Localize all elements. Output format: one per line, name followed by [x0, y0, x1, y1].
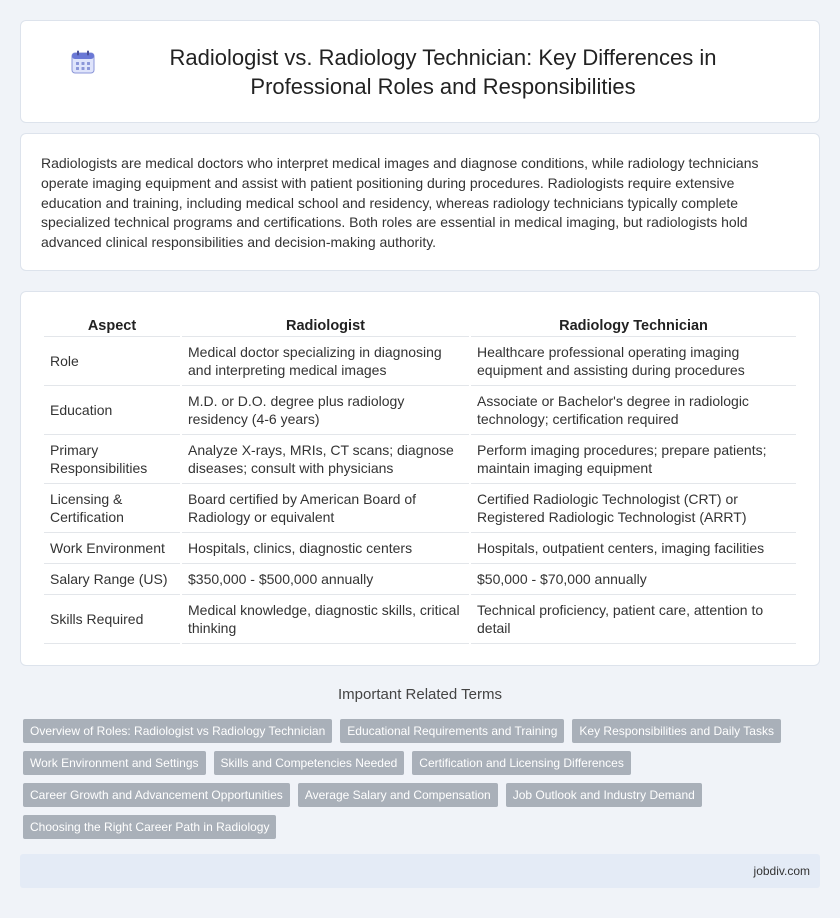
- cell-radiologist: Hospitals, clinics, diagnostic centers: [182, 533, 469, 564]
- footer-site-link[interactable]: jobdiv.com: [753, 864, 810, 878]
- related-term-tag[interactable]: Educational Requirements and Training: [340, 719, 564, 743]
- table-header-row: [44, 312, 796, 337]
- cell-radiologist: Medical knowledge, diagnostic skills, critical thinking: [182, 595, 469, 644]
- cell-radiologist: Medical doctor specializing in diagnosing and interpreting medical images: [182, 337, 469, 386]
- table-row: [44, 484, 796, 533]
- cell-technician: Certified Radiologic Technologist (CRT) or Registered Radiologic Technologist (ARRT): [471, 484, 796, 533]
- table-row: [44, 533, 796, 564]
- footer: [20, 854, 820, 888]
- page-title: Radiologist vs. Radiology Technician: Key Differences in Professional Roles and Responsibilities: [169, 44, 717, 99]
- related-term-tag[interactable]: Choosing the Right Career Path in Radiology: [23, 815, 276, 839]
- related-term-tag[interactable]: Skills and Competencies Needed: [214, 751, 405, 775]
- cell-aspect: Salary Range (US): [44, 564, 180, 595]
- related-term-tag[interactable]: Average Salary and Compensation: [298, 783, 498, 807]
- related-term-tag[interactable]: Job Outlook and Industry Demand: [506, 783, 702, 807]
- header-radiologist: Radiologist: [182, 312, 469, 337]
- cell-technician: Healthcare professional operating imaging equipment and assisting during procedures: [471, 337, 796, 386]
- related-term-tag[interactable]: Work Environment and Settings: [23, 751, 206, 775]
- cell-aspect: Work Environment: [44, 533, 180, 564]
- related-term-tag[interactable]: Career Growth and Advancement Opportunities: [23, 783, 290, 807]
- title-card: [20, 20, 820, 123]
- table-row: [44, 595, 796, 644]
- cell-technician: Perform imaging procedures; prepare patients; maintain imaging equipment: [471, 435, 796, 484]
- cell-aspect: Skills Required: [44, 595, 180, 644]
- intro-card: [20, 133, 820, 271]
- cell-aspect: Role: [44, 337, 180, 386]
- cell-aspect: Education: [44, 386, 180, 435]
- cell-technician: Associate or Bachelor's degree in radiologic technology; certification required: [471, 386, 796, 435]
- cell-radiologist: Analyze X-rays, MRIs, CT scans; diagnose diseases; consult with physicians: [182, 435, 469, 484]
- header-radiology-technician: Radiology Technician: [471, 312, 796, 337]
- table-row: [44, 386, 796, 435]
- table-row: [44, 337, 796, 386]
- cell-technician: Technical proficiency, patient care, attention to detail: [471, 595, 796, 644]
- comparison-table: [42, 312, 798, 644]
- table-row: [44, 435, 796, 484]
- header-aspect: Aspect: [44, 312, 180, 337]
- intro-paragraph: Radiologists are medical doctors who interpret medical images and diagnose conditions, while radiology technicians operate imaging equipment and assist with patient positioning during procedures. Radiologists require extensive education and training, including medical school and residency, whereas radiology technicians typically complete specialized technical programs and certifications. Both roles are essential in medical imaging, but radiologists hold advanced clinical responsibilities and decision-making authority.: [41, 155, 759, 251]
- related-term-tag[interactable]: Key Responsibilities and Daily Tasks: [572, 719, 781, 743]
- comparison-table-card: [20, 291, 820, 666]
- cell-aspect: Primary Responsibilities: [44, 435, 180, 484]
- cell-aspect: Licensing & Certification: [44, 484, 180, 533]
- related-term-tag[interactable]: Certification and Licensing Differences: [412, 751, 631, 775]
- related-terms-heading: Important Related Terms: [338, 686, 502, 703]
- cell-radiologist: $350,000 - $500,000 annually: [182, 564, 469, 595]
- cell-radiologist: M.D. or D.O. degree plus radiology residency (4-6 years): [182, 386, 469, 435]
- related-term-tag[interactable]: Overview of Roles: Radiologist vs Radiology Technician: [23, 719, 332, 743]
- related-terms-tags: [23, 719, 803, 839]
- cell-technician: $50,000 - $70,000 annually: [471, 564, 796, 595]
- table-row: [44, 564, 796, 595]
- cell-radiologist: Board certified by American Board of Radiology or equivalent: [182, 484, 469, 533]
- calendar-icon: [70, 49, 96, 75]
- cell-technician: Hospitals, outpatient centers, imaging facilities: [471, 533, 796, 564]
